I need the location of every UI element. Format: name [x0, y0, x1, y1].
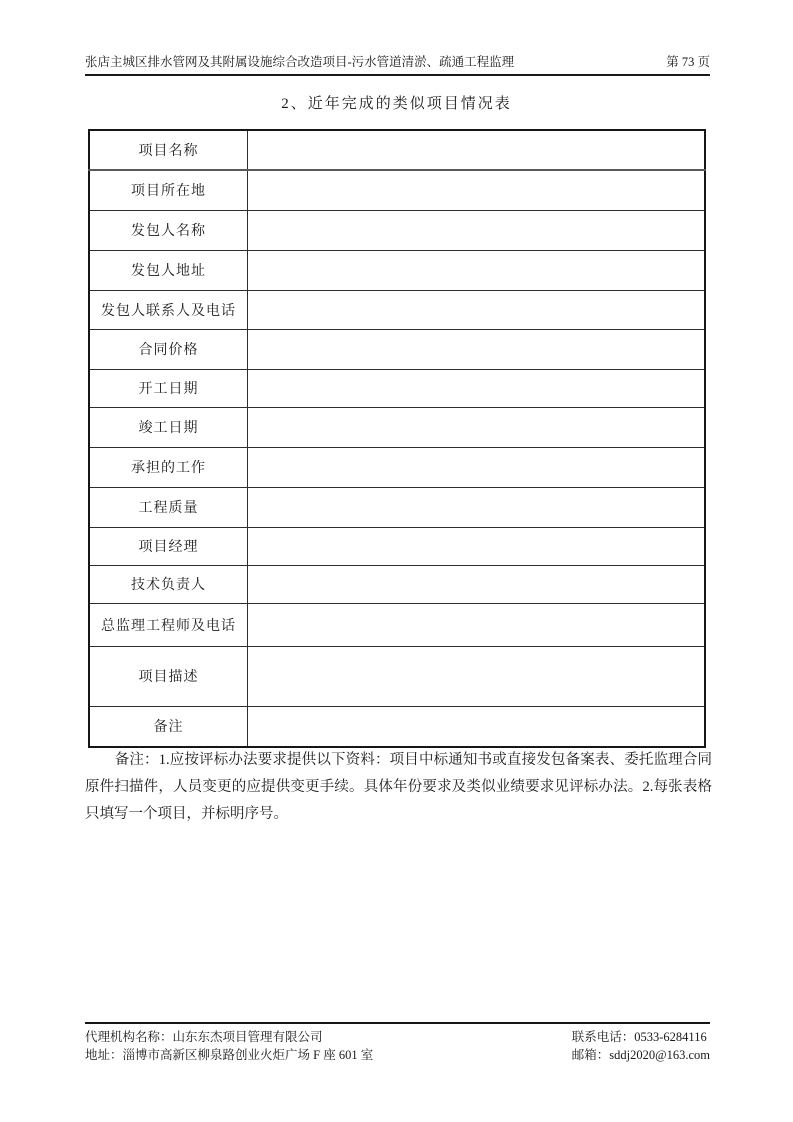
table-row: [89, 407, 705, 447]
row-label: 承担的工作: [89, 447, 248, 487]
row-value-cell: [248, 369, 706, 407]
row-label: 工程质量: [89, 487, 248, 527]
row-label: 发包人名称: [89, 210, 248, 250]
row-label: 发包人联系人及电话: [89, 290, 248, 329]
row-label: 项目描述: [89, 646, 248, 706]
page-header: [85, 54, 710, 76]
footer-agency-address: 地址：淄博市高新区柳泉路创业火炬广场 F 座 601 室: [85, 1048, 374, 1062]
table-row: [89, 706, 705, 747]
table-row: [89, 130, 705, 170]
table-row: [89, 565, 705, 603]
table-row: [89, 250, 705, 290]
header-project-title: 张店主城区排水管网及其附属设施综合改造项目-污水管道清淤、疏通工程监理: [85, 55, 515, 69]
table-row: [89, 170, 705, 210]
table-row: [89, 329, 705, 369]
project-info-table: [88, 129, 706, 748]
row-label: 项目名称: [89, 130, 248, 170]
row-label: 项目经理: [89, 527, 248, 565]
row-value-cell: [248, 646, 706, 706]
row-value-cell: [248, 487, 706, 527]
row-value-cell: [248, 603, 706, 646]
row-label: 竣工日期: [89, 407, 248, 447]
note-text: 备注：1.应按评标办法要求提供以下资料：项目中标通知书或直接发包备案表、委托监理合同原件扫描件，人员变更的应提供变更手续。具体年份要求及类似业绩要求见评标办法。2.每张表格只填写一个项目，并标明序号。: [85, 752, 712, 822]
row-value-cell: [248, 130, 706, 170]
footer-contact-block: [572, 1028, 710, 1064]
row-value-cell: [248, 447, 706, 487]
table-row: [89, 487, 705, 527]
row-value-cell: [248, 210, 706, 250]
row-label: 合同价格: [89, 329, 248, 369]
row-label: 项目所在地: [89, 170, 248, 210]
row-label: 总监理工程师及电话: [89, 603, 248, 646]
table-row: [89, 210, 705, 250]
row-value-cell: [248, 250, 706, 290]
row-label: 开工日期: [89, 369, 248, 407]
row-label: 备注: [89, 706, 248, 747]
page-footer: [85, 1022, 710, 1064]
table-row: [89, 603, 705, 646]
row-value-cell: [248, 170, 706, 210]
header-page-number: 第 73 页: [666, 55, 710, 69]
section-title: 2、近年完成的类似项目情况表: [281, 96, 512, 112]
table-row: [89, 646, 705, 706]
row-value-cell: [248, 329, 706, 369]
table-row: [89, 447, 705, 487]
row-value-cell: [248, 290, 706, 329]
footer-agency-block: [85, 1028, 373, 1064]
row-value-cell: [248, 407, 706, 447]
row-label: 技术负责人: [89, 565, 248, 603]
table-row: [89, 527, 705, 565]
row-value-cell: [248, 565, 706, 603]
row-value-cell: [248, 706, 706, 747]
row-value-cell: [248, 527, 706, 565]
footer-email: 邮箱：sddj2020@163.com: [571, 1048, 710, 1062]
table-row: [89, 290, 705, 329]
row-label: 发包人地址: [89, 250, 248, 290]
table-row: [89, 369, 705, 407]
footer-agency-name: 代理机构名称：山东东杰项目管理有限公司: [85, 1030, 323, 1044]
footer-phone: 联系电话：0533-6284116: [571, 1030, 707, 1044]
